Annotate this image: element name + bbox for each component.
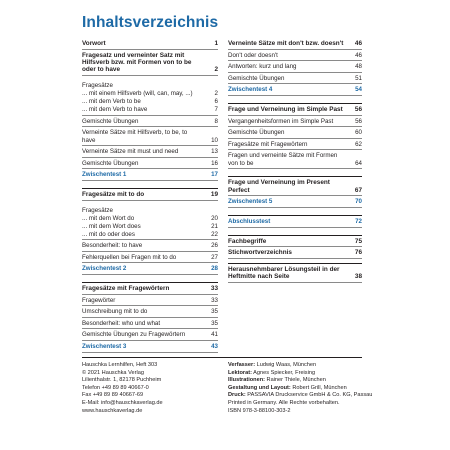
credit-line: Illustrationen: Rainer Thiele, München — [228, 377, 326, 384]
toc-section-heading[interactable]: Fragesätze mit Fragewörtern 33 — [82, 282, 218, 295]
toc-entry[interactable]: Gemischte Übungen 16 — [82, 158, 218, 170]
toc-section-heading[interactable]: Frage und Verneinung im Simple Past 56 — [228, 103, 362, 116]
page-title: Inhaltsverzeichnis — [82, 14, 219, 31]
toc-left-column — [82, 38, 218, 353]
toc-entry[interactable]: Fehlerquellen bei Fragen mit to do 27 — [82, 252, 218, 264]
credit-line: Gestaltung und Layout: Robert Grill, München — [228, 384, 347, 391]
toc-section-heading[interactable]: Fragesätze mit to do 19 — [82, 188, 218, 201]
toc-entry[interactable]: Gemischte Übungen zu Fragewörtern 41 — [82, 329, 218, 341]
toc-entry[interactable]: ... mit dem Verb to have 7 — [82, 105, 218, 115]
toc-entry[interactable]: Fragesätze mit Fragewörtern 62 — [228, 139, 362, 151]
credits — [228, 362, 373, 415]
toc-entry[interactable]: ... mit dem Wort does 21 — [82, 222, 218, 230]
footer-divider — [82, 357, 362, 358]
toc-section-heading[interactable]: Fachbegriffe 75 — [228, 235, 362, 248]
toc-entry[interactable]: Fragen und verneinte Sätze mit Formen von to be 64 — [228, 150, 362, 169]
toc-entry[interactable]: ... mit dem Wort do 20 — [82, 214, 218, 222]
credit-line: Verfasser: Ludwig Waas, München — [228, 362, 317, 368]
credit-line: Lektorat: Agnes Spiecker, Freising — [228, 369, 316, 376]
credit-line: Druck: PASSAVIA Druckservice GmbH & Co. KG, Passau — [228, 392, 373, 399]
toc-entry[interactable]: Stichwortverzeichnis 76 — [228, 247, 362, 259]
toc-subhead: Fragesätze — [82, 82, 113, 89]
publisher-line: Hauschka Lernhilfen, Heft 303 — [82, 362, 158, 368]
credit-line: Printed in Germany. Alle Rechte vorbehalten. — [228, 399, 340, 406]
toc-entry[interactable]: Besonderheit: to have 26 — [82, 240, 218, 252]
publisher-line: Fax +49 89 89 40667-69 — [82, 392, 144, 399]
isbn: ISBN 978-3-88100-303-2 — [228, 407, 291, 414]
toc-entry-zwischentest[interactable]: Zwischentest 3 43 — [82, 341, 218, 353]
toc-entry[interactable]: Vorwort 1 — [82, 38, 218, 50]
toc-entry[interactable]: Verneinte Sätze mit don't bzw. doesn't 46 — [228, 38, 362, 50]
toc-entry-zwischentest[interactable]: Zwischentest 5 70 — [228, 196, 362, 208]
publisher-line: © 2021 Hauschka Verlag — [82, 369, 144, 376]
toc-entry[interactable]: Besonderheit: who und what 35 — [82, 318, 218, 330]
toc-entry[interactable]: Gemischte Übungen 51 — [228, 73, 362, 85]
publisher-info — [82, 362, 222, 415]
toc-entry[interactable]: Gemischte Übungen 60 — [228, 127, 362, 139]
toc-entry[interactable]: ... mit dem Verb to be 6 — [82, 98, 218, 105]
toc-entry-zwischentest[interactable]: Zwischentest 2 28 — [82, 263, 218, 275]
toc-entry[interactable]: Verneinte Sätze mit must und need 13 — [82, 146, 218, 158]
toc-entry[interactable]: Antworten: kurz und lang 48 — [228, 61, 362, 73]
toc-entry[interactable]: Gemischte Übungen 8 — [82, 116, 218, 128]
publisher-website[interactable]: www.hauschkaverlag.de — [82, 407, 143, 414]
publisher-line: Lilienthalstr. 1, 82178 Puchheim — [82, 377, 162, 384]
publisher-line: Telefon +49 89 89 40667-0 — [82, 384, 149, 391]
toc-entry[interactable]: Don't oder doesn't 46 — [228, 50, 362, 62]
toc-entry[interactable]: Vergangenheitsformen im Simple Past 56 — [228, 116, 362, 128]
toc-entry[interactable]: Umschreibung mit to do 35 — [82, 306, 218, 318]
toc-entry-zwischentest[interactable]: Zwischentest 1 17 — [82, 169, 218, 181]
toc-section-heading[interactable]: Frage und Verneinung im Present Perfect 67 — [228, 176, 362, 196]
toc-entry[interactable]: Fragesatz und verneinter Satz mit Hilfsverb bzw. mit Formen von to be oder to have 2 — [82, 50, 218, 76]
toc-entry-zwischentest[interactable]: Zwischentest 4 54 — [228, 84, 362, 96]
toc-entry[interactable]: Verneinte Sätze mit Hilfsverb, to be, to have 10 — [82, 127, 218, 146]
toc-entry[interactable]: Fragewörter 33 — [82, 295, 218, 307]
toc-subhead: Fragesätze — [82, 206, 113, 214]
toc-entry-loesungsteil[interactable]: Herausnehmbarer Lösungsteil in der Heftmitte nach Seite 38 — [228, 263, 362, 283]
toc-entry-abschlusstest[interactable]: Abschlusstest 72 — [228, 215, 362, 228]
publisher-email[interactable]: E-Mail: info@hauschkaverlag.de — [82, 399, 163, 406]
toc-entry[interactable]: ... mit einem Hilfsverb (will, can, may, ...) 2 — [82, 90, 218, 97]
toc-entry[interactable]: ... mit do oder does 22 — [82, 230, 218, 240]
toc-right-column — [228, 38, 362, 283]
